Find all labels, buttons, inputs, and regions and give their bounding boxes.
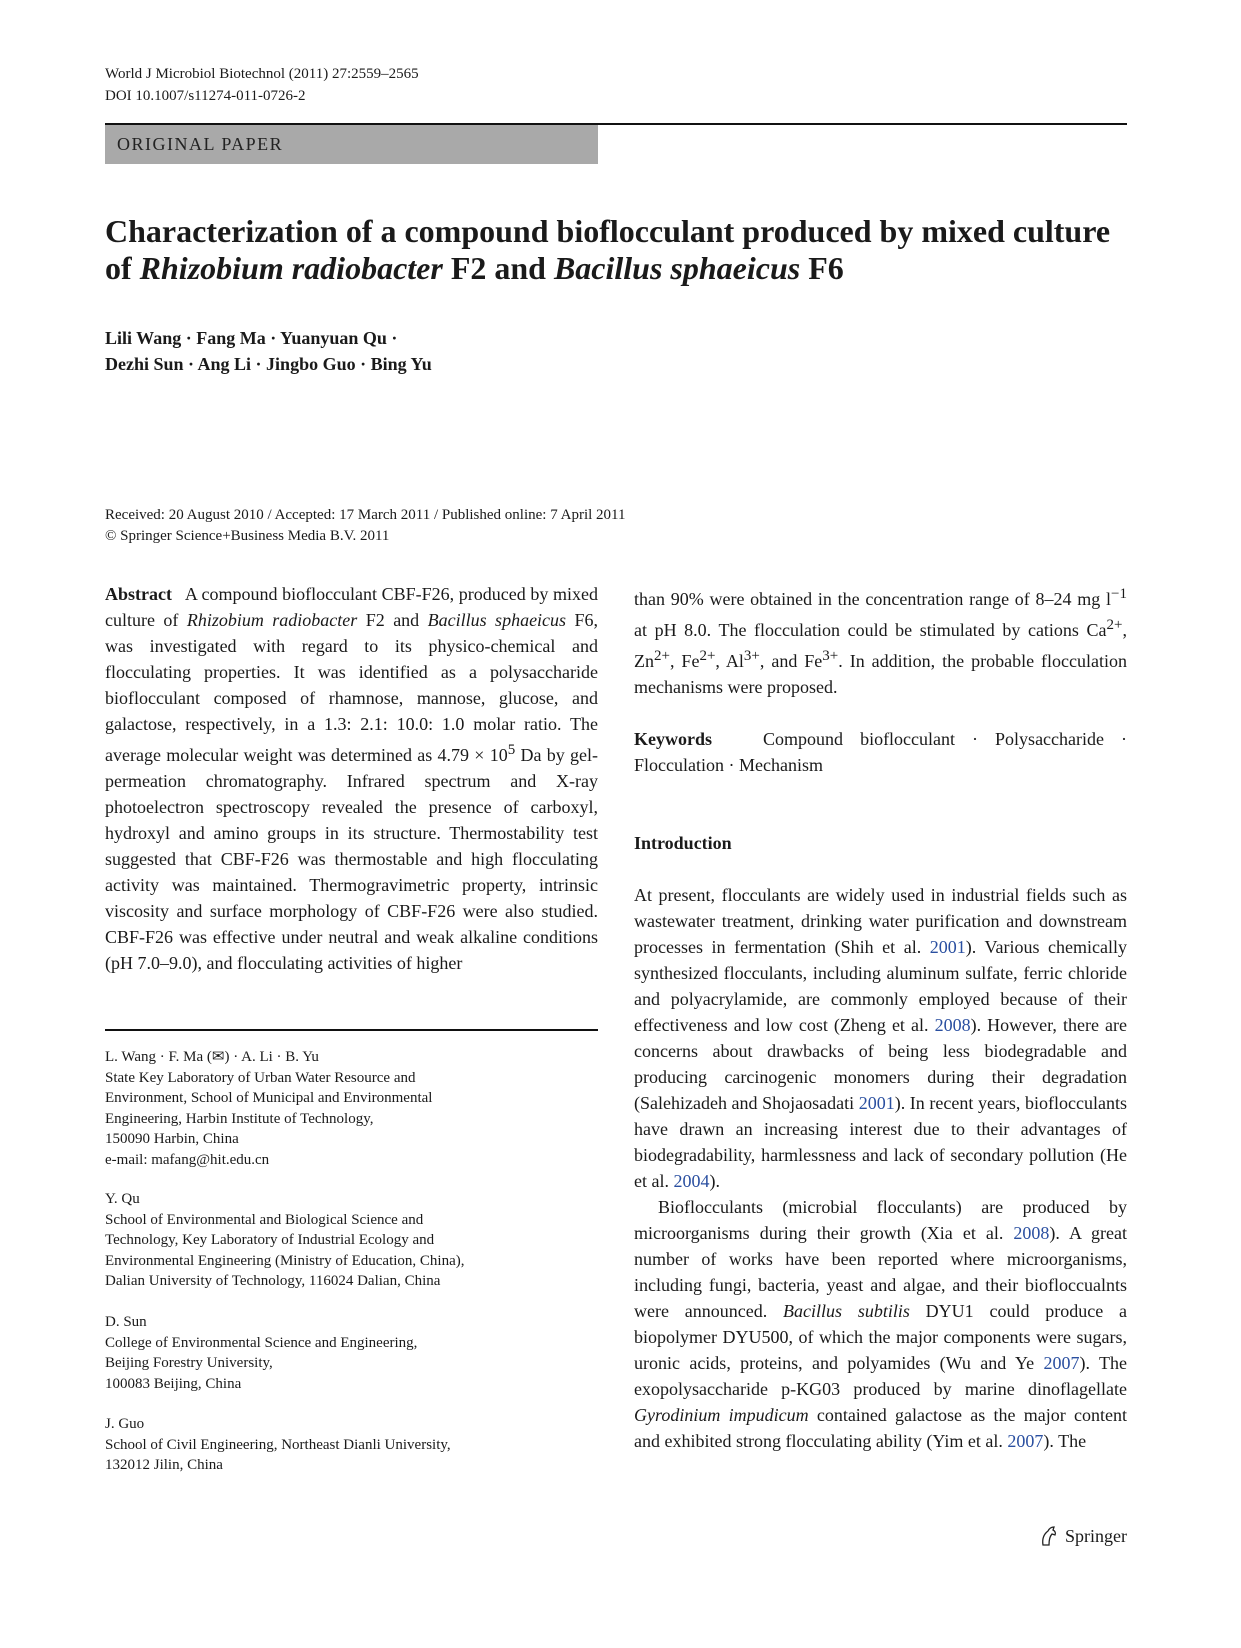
publication-dates: [105, 505, 905, 547]
copyright: © Springer Science+Business Media B.V. 2011: [105, 528, 390, 544]
footnote-rule: [105, 1029, 598, 1031]
author-list: [105, 325, 705, 377]
intro-paragraph-1: At present, flocculants are widely used in industrial fields such as wastewater treatment, drinking water purification and downstream processes in fermentation (Shih et al. 2001). Various chemically synthesized flocculants, including aluminum sulfate, ferric chloride and polyacrylamide, are commonly employed because of their effectiveness and low cost (Zheng et al. 2008). However, there are concerns about drawbacks of being less biodegradable and producing carcinogenic monomers during their degradation (Salehizadeh and Shojaosadati 2001). In recent years, bioflocculants have drawn an increasing interest due to their advantages of biodegradability, harmlessness and lack of secondary pollution (He et al. 2004).: [634, 885, 1127, 1191]
keywords: Keywords Compound bioflocculant · Polysaccharide · Flocculation · Mechanism: [634, 729, 1128, 775]
ref-link[interactable]: 2008: [934, 1015, 971, 1035]
introduction-heading: Introduction: [634, 833, 732, 853]
affiliation-3: D. Sun College of Environmental Science and Engineering, Beijing Forestry University, 100083 Beijing, China: [105, 1314, 418, 1392]
doi[interactable]: DOI 10.1007/s11274-011-0726-2: [105, 88, 306, 104]
ref-link[interactable]: 2007: [1043, 1353, 1080, 1373]
affiliation-1: L. Wang · F. Ma (✉) · A. Li · B. Yu State Key Laboratory of Urban Water Resource and Environment, School of Municipal and Environmental Engineering, Harbin Institute of Technology, 150090 Harbin, China e-mail: mafang@hit.edu.cn: [105, 1047, 598, 1170]
springer-horse-icon: [1039, 1525, 1059, 1547]
ref-link[interactable]: 2008: [1013, 1223, 1050, 1243]
abstract-label: Abstract: [105, 584, 172, 604]
intro-paragraph-2: Bioflocculants (microbial flocculants) are produced by microorganisms during their growth (Xia et al. 2008). A great number of works have been reported where microorganisms, including fungi, bacteria, yeast and algae, and their biofloccualnts were announced. Bacillus subtilis DYU1 could produce a biopolymer DYU500, of which the major components were sugars, uronic acids, proteins, and polyamides (Wu and Ye 2007). The exopolysaccharide p-KG03 produced by marine dinoflagellate Gyrodinium impudicum contained galactose as the major content and exhibited strong flocculating ability (Yim et al. 2007). The: [634, 1197, 1127, 1451]
email-link[interactable]: e-mail: mafang@hit.edu.cn: [105, 1151, 270, 1168]
history-dates: Received: 20 August 2010 / Accepted: 17 March 2011 / Published online: 7 April 2011: [105, 507, 626, 523]
abstract: Abstract A compound bioflocculant CBF-F26, produced by mixed culture of Rhizobium radiobacter F2 and Bacillus sphaeicus F6, was investigated with regard to its physico-chemical and flocculating properties. It was identified as a polysaccharide bioflocculant composed of rhamnose, mannose, glucose, and galactose, respectively, in a 1.3: 2.1: 10.0: 1.0 molar ratio. The average molecular weight was determined as $4.79 \times 10^5$ Da by gel-permeation chromatography. Infrared spectrum and X-ray photoelectron spectroscopy revealed the presence of carboxyl, hydroxyl and amino groups in its structure. Thermostability test suggested that CBF-F26 was thermostable and high flocculating activity was maintained. Thermogravimetric property, intrinsic viscosity and surface morphology of CBF-F26 were also studied. CBF-F26 was effective under neutral and weak alkaline conditions (pH 7.0–9.0), and flocculating activities of higher: [105, 584, 599, 973]
article-title: Characterization of a compound bioflocculant produced by mixed culture of Rhizobium radiobacter F2 and Bacillus sphaeicus F6: [105, 213, 1111, 286]
journal-citation: World J Microbiol Biotechnol (2011) 27:2559–2565: [105, 66, 419, 82]
author-line-1[interactable]: Lili Wang · Fang Ma · Yuanyuan Qu ·: [105, 328, 398, 348]
publisher-logo: Springer: [1039, 1525, 1127, 1547]
ref-link[interactable]: 2001: [929, 937, 966, 957]
ref-link[interactable]: 2001: [858, 1093, 895, 1113]
ref-link[interactable]: 2007: [1007, 1431, 1044, 1451]
affiliation-4: J. Guo School of Civil Engineering, Northeast Dianli University, 132012 Jilin, China: [105, 1416, 451, 1473]
abstract-continued: than 90% were obtained in the concentration range of 8–24 mg $l^{-1}$ at pH 8.0. The flocculation could be stimulated by cations $Ca^{2+}$, $Zn^{2+}$, $Fe^{2+}$, $Al^{3+}$, and $Fe^{3+}$. In addition, the probable flocculation mechanisms were proposed.: [634, 586, 1127, 697]
author-line-2[interactable]: Dezhi Sun · Ang Li · Jingbo Guo · Bing Yu: [105, 354, 432, 374]
right-column: [634, 581, 1127, 1454]
article-type-banner: ORIGINAL PAPER: [105, 125, 598, 164]
ref-link[interactable]: 2004: [673, 1171, 710, 1191]
affiliation-2: Y. Qu School of Environmental and Biological Science and Technology, Key Laboratory of Industrial Ecology and Environmental Engineering (Ministry of Education, China), Dalian University of Technology, 116024 Dalian, China: [105, 1191, 465, 1289]
